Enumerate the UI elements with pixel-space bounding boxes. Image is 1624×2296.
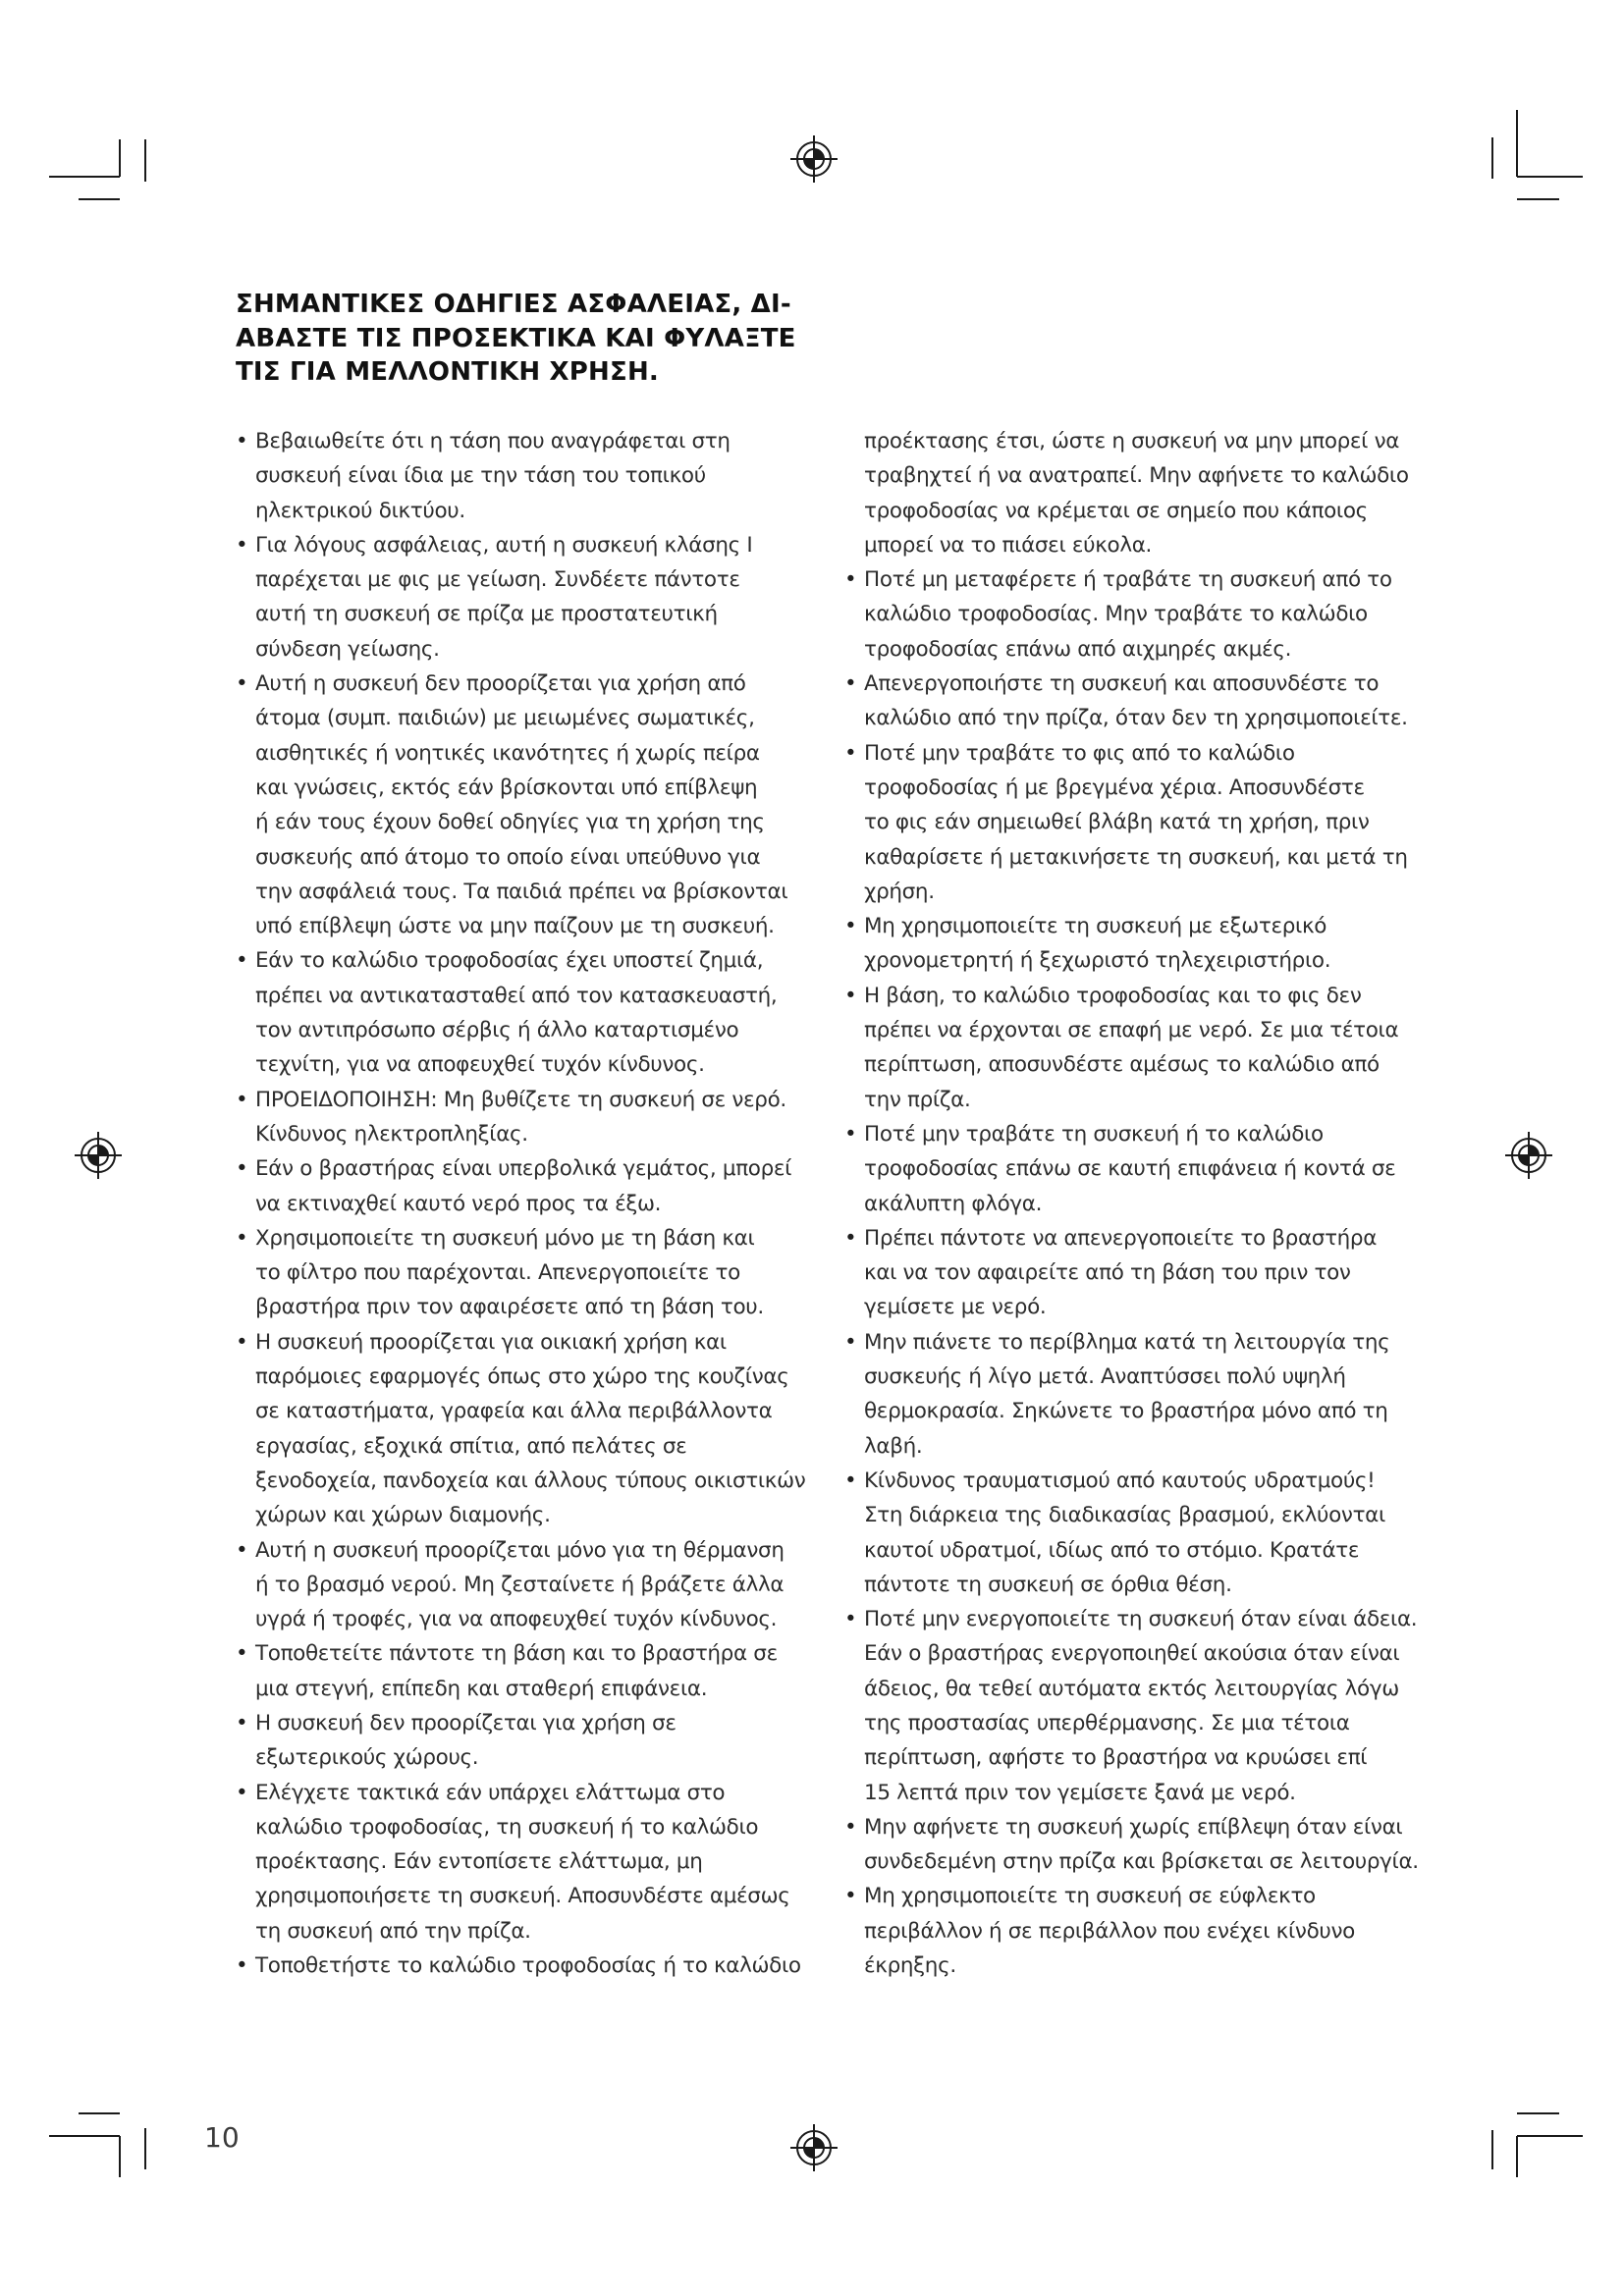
instruction-text: αυτή τη συσκευή σε πρίζα με προστατευτική	[255, 602, 718, 627]
instruction-line	[236, 1706, 864, 1740]
bullet-icon: •	[844, 671, 857, 697]
bullet-icon: •	[236, 429, 248, 454]
instruction-text: υγρά ή τροφές, για να αποφευχθεί τυχόν κίνδυνος.	[255, 1607, 778, 1632]
instruction-line	[236, 1187, 864, 1221]
safety-instruction-item	[236, 1325, 864, 1533]
safety-instruction-item	[844, 1117, 1473, 1221]
instruction-line	[236, 701, 864, 735]
crop-mark-bottom-right	[1492, 2113, 1583, 2177]
instruction-text: μια στεγνή, επίπεδη και σταθερή επιφάνεια.	[255, 1676, 708, 1701]
instruction-line	[844, 1844, 1473, 1879]
bullet-icon: •	[844, 1884, 857, 1909]
instruction-text: τεχνίτη, για να αποφευχθεί τυχόν κίνδυνος.	[255, 1052, 705, 1078]
safety-instruction-item	[844, 1602, 1473, 1810]
instruction-text: Εάν ο βραστήρας είναι υπερβολικά γεμάτος, μπορεί	[255, 1156, 792, 1182]
instruction-line	[844, 1221, 1473, 1255]
heading-line: ΤΙΣ ΓΙΑ ΜΕΛΛΟΝΤΙΚΗ ΧΡΗΣΗ.	[236, 357, 660, 387]
instruction-text: την πρίζα.	[864, 1087, 971, 1112]
instruction-line	[844, 1187, 1473, 1221]
instruction-line	[844, 1949, 1473, 1983]
instruction-line	[844, 943, 1473, 978]
instruction-line	[844, 1360, 1473, 1394]
instruction-text: ΠΡΟΕΙΔΟΠΟΙΗΣΗ: Μη βυθίζετε τη συσκευή σε νερό.	[255, 1087, 786, 1112]
instruction-line	[844, 909, 1473, 943]
safety-instruction-item	[844, 1325, 1473, 1464]
instruction-line	[236, 1776, 864, 1810]
instruction-line	[844, 528, 1473, 562]
bullet-icon: •	[844, 1468, 857, 1493]
safety-instruction-item	[236, 424, 864, 528]
safety-instruction-item	[844, 667, 1473, 736]
crop-mark-top-left	[49, 139, 145, 199]
instruction-line	[236, 424, 864, 458]
instruction-text: προέκτασης. Εάν εντοπίσετε ελάττωμα, μη	[255, 1849, 703, 1875]
instruction-line	[236, 1636, 864, 1671]
instruction-line	[236, 1740, 864, 1775]
safety-instruction-item	[844, 562, 1473, 667]
instruction-line	[236, 528, 864, 562]
instruction-text: παρέχεται με φις με γείωση. Συνδέετε πάντοτε	[255, 567, 740, 593]
bullet-icon: •	[844, 1121, 857, 1147]
instruction-text: Ποτέ μην τραβάτε τη συσκευή ή το καλώδιο	[864, 1121, 1324, 1147]
instruction-text: 15 λεπτά πριν τον γεμίσετε ξανά με νερό.	[864, 1780, 1296, 1805]
instruction-line	[844, 1394, 1473, 1428]
instruction-line	[236, 667, 864, 701]
instruction-line	[844, 424, 1473, 458]
instruction-text: πρέπει να αντικατασταθεί από τον κατασκευαστή,	[255, 983, 778, 1008]
instruction-text: το φίλτρο που παρέχονται. Απενεργοποιείτε το	[255, 1260, 740, 1286]
instruction-text: καλώδιο από την πρίζα, όταν δεν τη χρησιμοποιείτε.	[864, 706, 1408, 731]
instruction-line	[844, 494, 1473, 528]
instruction-line	[844, 1568, 1473, 1602]
instruction-text: καλώδιο τροφοδοσίας, τη συσκευή ή το καλώδιο	[255, 1814, 759, 1840]
bullet-icon: •	[236, 1780, 248, 1805]
instruction-line	[844, 1740, 1473, 1775]
instruction-text: τροφοδοσίας επάνω σε καυτή επιφάνεια ή κοντά σε	[864, 1156, 1396, 1182]
instruction-line	[236, 1394, 864, 1428]
bullet-icon: •	[236, 1329, 248, 1355]
instruction-text: ή το βρασμό νερού. Μη ζεσταίνετε ή βράζετε άλλα	[255, 1572, 785, 1597]
instruction-text: Μην πιάνετε το περίβλημα κατά τη λειτουργία της	[864, 1329, 1390, 1355]
instruction-text: Τοποθετείτε πάντοτε τη βάση και το βραστήρα σε	[255, 1641, 778, 1667]
instruction-line	[844, 458, 1473, 493]
instruction-text: ηλεκτρικού δικτύου.	[255, 498, 465, 523]
instruction-text: Εάν ο βραστήρας ενεργοποιηθεί ακούσια όταν είναι	[864, 1641, 1400, 1667]
instruction-line	[236, 1151, 864, 1186]
instruction-line	[844, 1083, 1473, 1117]
instruction-line	[236, 1013, 864, 1047]
instruction-text: Η συσκευή προορίζεται για οικιακή χρήση και	[255, 1329, 727, 1355]
instruction-line	[236, 736, 864, 771]
safety-instruction-item	[844, 424, 1473, 562]
instruction-text: μπορεί να το πιάσει εύκολα.	[864, 532, 1153, 558]
instruction-text: Εάν το καλώδιο τροφοδοσίας έχει υποστεί ζημιά,	[255, 948, 764, 974]
instruction-text: και γνώσεις, εκτός εάν βρίσκονται υπό επίβλεψη	[255, 774, 758, 800]
instruction-text: Ποτέ μην ενεργοποιείτε τη συσκευή όταν είναι άδεια.	[864, 1607, 1418, 1632]
instruction-text: Χρησιμοποιείτε τη συσκευή μόνο με τη βάση και	[255, 1225, 755, 1251]
instruction-line	[236, 1429, 864, 1464]
instruction-text: συνδεδεμένη στην πρίζα και βρίσκεται σε λειτουργία.	[864, 1849, 1419, 1875]
instruction-text: Πρέπει πάντοτε να απενεργοποιείτε το βραστήρα	[864, 1225, 1378, 1251]
instruction-line	[236, 875, 864, 909]
instruction-line	[844, 1151, 1473, 1186]
instruction-line	[236, 1498, 864, 1532]
instruction-line	[236, 458, 864, 493]
instruction-text: την ασφάλειά τους. Τα παιδιά πρέπει να βρίσκονται	[255, 879, 788, 904]
instruction-line	[236, 1844, 864, 1879]
instruction-text: τον αντιπρόσωπο σέρβις ή άλλο καταρτισμένο	[255, 1018, 739, 1043]
safety-instruction-item	[236, 1949, 864, 1983]
instruction-line	[236, 1672, 864, 1706]
safety-instruction-item	[844, 979, 1473, 1117]
instruction-text: Στη διάρκεια της διαδικασίας βρασμού, εκλύονται	[864, 1503, 1385, 1528]
instruction-line	[844, 1602, 1473, 1636]
bullet-icon: •	[236, 1537, 248, 1563]
instruction-text: γεμίσετε με νερό.	[864, 1295, 1047, 1320]
instruction-text: τροφοδοσίας ή με βρεγμένα χέρια. Αποσυνδέστε	[864, 774, 1365, 800]
crop-mark-top-right	[1492, 110, 1583, 199]
safety-instruction-item	[236, 528, 864, 667]
safety-heading	[236, 288, 825, 390]
bullet-icon: •	[844, 1814, 857, 1840]
instruction-text: Ποτέ μη μεταφέρετε ή τραβάτε τη συσκευή από το	[864, 567, 1392, 593]
bullet-icon: •	[844, 983, 857, 1008]
instruction-text: τραβηχτεί ή να ανατραπεί. Μην αφήνετε το καλώδιο	[864, 463, 1409, 489]
instruction-text: Βεβαιωθείτε ότι η τάση που αναγράφεται στη	[255, 429, 731, 454]
instruction-line	[844, 979, 1473, 1013]
instruction-text: Κίνδυνος τραυματισμού από καυτούς υδρατμούς!	[864, 1468, 1376, 1493]
registration-mark-right-icon	[1505, 1132, 1552, 1179]
instruction-line	[844, 1914, 1473, 1949]
instruction-line	[236, 909, 864, 943]
safety-instruction-item	[236, 1221, 864, 1325]
bullet-icon: •	[844, 740, 857, 766]
instruction-line	[236, 562, 864, 597]
instruction-line	[844, 701, 1473, 735]
registration-mark-bottom-icon	[790, 2124, 838, 2171]
instruction-text: τη συσκευή από την πρίζα.	[255, 1918, 531, 1944]
instruction-line	[844, 1498, 1473, 1532]
left-column-instructions	[236, 424, 864, 1983]
instruction-line	[236, 840, 864, 875]
instruction-text: Κίνδυνος ηλεκτροπληξίας.	[255, 1121, 528, 1147]
bullet-icon: •	[236, 948, 248, 974]
instruction-text: χρονομετρητή ή ξεχωριστό τηλεχειριστήριο.	[864, 948, 1331, 974]
instruction-text: πάντοτε τη συσκευή σε όρθια θέση.	[864, 1572, 1232, 1597]
bullet-icon: •	[236, 1641, 248, 1667]
instruction-text: προέκτασης έτσι, ώστε η συσκευή να μην μπορεί να	[864, 429, 1400, 454]
instruction-line	[844, 875, 1473, 909]
instruction-line	[236, 1290, 864, 1324]
instruction-line	[236, 1221, 864, 1255]
bullet-icon: •	[844, 1225, 857, 1251]
instruction-line	[236, 1949, 864, 1983]
instruction-text: υπό επίβλεψη ώστε να μην παίζουν με τη συσκευή.	[255, 914, 775, 939]
instruction-line	[236, 1464, 864, 1498]
instruction-line	[236, 979, 864, 1013]
instruction-text: χρησιμοποιήσετε τη συσκευή. Αποσυνδέστε αμέσως	[255, 1884, 790, 1909]
instruction-text: της προστασίας υπερθέρμανσης. Σε μια τέτοια	[864, 1710, 1350, 1735]
bullet-icon: •	[844, 1329, 857, 1355]
instruction-line	[236, 1083, 864, 1117]
instruction-text: ακάλυπτη φλόγα.	[864, 1191, 1043, 1216]
instruction-text: χρήση.	[864, 879, 935, 904]
instruction-text: άδειος, θα τεθεί αυτόματα εκτός λειτουργίας λόγω	[864, 1676, 1399, 1701]
instruction-line	[844, 1776, 1473, 1810]
instruction-line	[844, 1290, 1473, 1324]
instruction-line	[844, 1636, 1473, 1671]
instruction-text: σε καταστήματα, γραφεία και άλλα περιβάλλοντα	[255, 1399, 773, 1424]
instruction-text: περιβάλλον ή σε περιβάλλον που ενέχει κίνδυνο	[864, 1918, 1355, 1944]
instruction-text: λαβή.	[864, 1433, 923, 1459]
instruction-text: πρέπει να έρχονται σε επαφή με νερό. Σε μια τέτοια	[864, 1018, 1399, 1043]
instruction-text: συσκευής από άτομο το οποίο είναι υπεύθυνο για	[255, 844, 761, 870]
instruction-line	[844, 1325, 1473, 1360]
instruction-text: Ελέγχετε τακτικά εάν υπάρχει ελάττωμα στο	[255, 1780, 726, 1805]
instruction-text: Μην αφήνετε τη συσκευή χωρίς επίβλεψη όταν είναι	[864, 1814, 1403, 1840]
instruction-line	[844, 1706, 1473, 1740]
instruction-text: άτομα (συμπ. παιδιών) με μειωμένες σωματικές,	[255, 706, 755, 731]
instruction-text: Η συσκευή δεν προορίζεται για χρήση σε	[255, 1710, 677, 1735]
instruction-text: έκρηξης.	[864, 1953, 956, 1979]
instruction-line	[844, 562, 1473, 597]
instruction-text: το φις εάν σημειωθεί βλάβη κατά τη χρήση, πριν	[864, 810, 1370, 835]
bullet-icon: •	[236, 1156, 248, 1182]
instruction-text: και να τον αφαιρείτε από τη βάση του πριν τον	[864, 1260, 1351, 1286]
safety-instruction-item	[236, 1533, 864, 1637]
instruction-text: τροφοδοσίας επάνω από αιχμηρές ακμές.	[864, 636, 1292, 662]
bullet-icon: •	[844, 567, 857, 593]
safety-instruction-item	[236, 1706, 864, 1776]
instruction-text: Η βάση, το καλώδιο τροφοδοσίας και το φις δεν	[864, 983, 1362, 1008]
safety-instruction-item	[236, 943, 864, 1082]
bullet-icon: •	[236, 1087, 248, 1112]
instruction-line	[844, 1533, 1473, 1568]
instruction-line	[844, 1672, 1473, 1706]
safety-instruction-item	[844, 1464, 1473, 1602]
instruction-line	[844, 1013, 1473, 1047]
instruction-text: σύνδεση γείωσης.	[255, 636, 440, 662]
instruction-text: Για λόγους ασφάλειας, αυτή η συσκευή κλάσης I	[255, 532, 753, 558]
safety-instruction-item	[236, 1636, 864, 1706]
instruction-line	[844, 736, 1473, 771]
instruction-text: παρόμοιες εφαρμογές όπως στο χώρο της κουζίνας	[255, 1364, 789, 1390]
instruction-line	[236, 1533, 864, 1568]
bullet-icon: •	[844, 1607, 857, 1632]
instruction-line	[236, 1117, 864, 1151]
bullet-icon: •	[236, 671, 248, 697]
instruction-text: βραστήρα πριν τον αφαιρέσετε από τη βάση του.	[255, 1295, 764, 1320]
instruction-line	[844, 840, 1473, 875]
instruction-line	[844, 771, 1473, 805]
crop-mark-bottom-left	[49, 2113, 145, 2177]
instruction-line	[236, 1568, 864, 1602]
safety-instruction-item	[844, 909, 1473, 979]
instruction-line	[844, 805, 1473, 839]
safety-instruction-item	[236, 1776, 864, 1949]
safety-instruction-item	[844, 1221, 1473, 1325]
instruction-line	[844, 632, 1473, 667]
instruction-line	[236, 1879, 864, 1913]
instruction-text: χώρων και χώρων διαμονής.	[255, 1503, 551, 1528]
instruction-text: περίπτωση, αποσυνδέστε αμέσως το καλώδιο από	[864, 1052, 1380, 1078]
bullet-icon: •	[236, 532, 248, 558]
instruction-text: αισθητικές ή νοητικές ικανότητες ή χωρίς πείρα	[255, 740, 760, 766]
instruction-text: Μη χρησιμοποιείτε τη συσκευή σε εύφλεκτο	[864, 1884, 1316, 1909]
instruction-line	[844, 1117, 1473, 1151]
instruction-line	[844, 1429, 1473, 1464]
instruction-text: εξωτερικούς χώρους.	[255, 1745, 479, 1771]
instruction-line	[844, 667, 1473, 701]
instruction-line	[236, 1810, 864, 1844]
instruction-line	[236, 1047, 864, 1082]
instruction-line	[236, 632, 864, 667]
instruction-text: Μη χρησιμοποιείτε τη συσκευή με εξωτερικό	[864, 914, 1327, 939]
instruction-text: Τοποθετήστε το καλώδιο τροφοδοσίας ή το καλώδιο	[255, 1953, 801, 1979]
bullet-icon: •	[236, 1710, 248, 1735]
safety-instruction-item	[236, 1083, 864, 1152]
instruction-line	[236, 1255, 864, 1290]
instruction-text: Ποτέ μην τραβάτε το φις από το καλώδιο	[864, 740, 1295, 766]
safety-instruction-item	[844, 736, 1473, 909]
bullet-icon: •	[236, 1953, 248, 1979]
instruction-line	[236, 943, 864, 978]
safety-instruction-item	[236, 667, 864, 943]
instruction-line	[844, 597, 1473, 631]
instruction-text: θερμοκρασία. Σηκώνετε το βραστήρα μόνο από τη	[864, 1399, 1388, 1424]
bullet-icon: •	[236, 1225, 248, 1251]
instruction-text: συσκευή είναι ίδια με την τάση του τοπικού	[255, 463, 706, 489]
instruction-line	[236, 1602, 864, 1636]
instruction-line	[844, 1047, 1473, 1082]
instruction-text: ξενοδοχεία, πανδοχεία και άλλους τύπους οικιστικών	[255, 1468, 806, 1493]
registration-mark-left-icon	[75, 1132, 122, 1179]
instruction-line	[844, 1464, 1473, 1498]
instruction-line	[844, 1255, 1473, 1290]
bullet-icon: •	[844, 914, 857, 939]
page-number: 10	[204, 2121, 240, 2154]
instruction-line	[236, 1360, 864, 1394]
instruction-line	[236, 494, 864, 528]
instruction-text: καθαρίσετε ή μετακινήσετε τη συσκευή, και μετά τη	[864, 844, 1408, 870]
instruction-line	[844, 1810, 1473, 1844]
instruction-text: Απενεργοποιήστε τη συσκευή και αποσυνδέστε το	[864, 671, 1380, 697]
instruction-line	[236, 771, 864, 805]
heading-line: ΑΒΑΣΤΕ ΤΙΣ ΠΡΟΣΕΚΤΙΚΑ ΚΑΙ ΦΥΛΑΞΤΕ	[236, 323, 796, 353]
safety-instruction-item	[844, 1879, 1473, 1983]
instruction-text: εργασίας, εξοχικά σπίτια, από πελάτες σε	[255, 1433, 687, 1459]
instruction-text: τροφοδοσίας να κρέμεται σε σημείο που κάποιος	[864, 498, 1368, 523]
instruction-line	[236, 597, 864, 631]
instruction-text: περίπτωση, αφήστε το βραστήρα να κρυώσει επί	[864, 1745, 1368, 1771]
right-column-instructions	[844, 424, 1473, 1983]
instruction-line	[236, 1914, 864, 1949]
safety-instruction-item	[844, 1810, 1473, 1880]
instruction-text: Αυτή η συσκευή δεν προορίζεται για χρήση από	[255, 671, 746, 697]
instruction-text: συσκευής ή λίγο μετά. Αναπτύσσει πολύ υψηλή	[864, 1364, 1346, 1390]
instruction-line	[844, 1879, 1473, 1913]
instruction-text: να εκτιναχθεί καυτό νερό προς τα έξω.	[255, 1191, 662, 1216]
instruction-text: καλώδιο τροφοδοσίας. Μην τραβάτε το καλώδιο	[864, 602, 1368, 627]
instruction-text: καυτοί υδρατμοί, ιδίως από το στόμιο. Κρατάτε	[864, 1537, 1360, 1563]
instruction-line	[236, 805, 864, 839]
instruction-line	[236, 1325, 864, 1360]
instruction-text: ή εάν τους έχουν δοθεί οδηγίες για τη χρήση της	[255, 810, 765, 835]
instruction-text: Αυτή η συσκευή προορίζεται μόνο για τη θέρμανση	[255, 1537, 785, 1563]
heading-line: ΣΗΜΑΝΤΙΚΕΣ ΟΔΗΓΙΕΣ ΑΣΦΑΛΕΙΑΣ, ΔΙ-	[236, 290, 791, 319]
registration-mark-top-icon	[790, 135, 838, 183]
safety-instruction-item	[236, 1151, 864, 1221]
